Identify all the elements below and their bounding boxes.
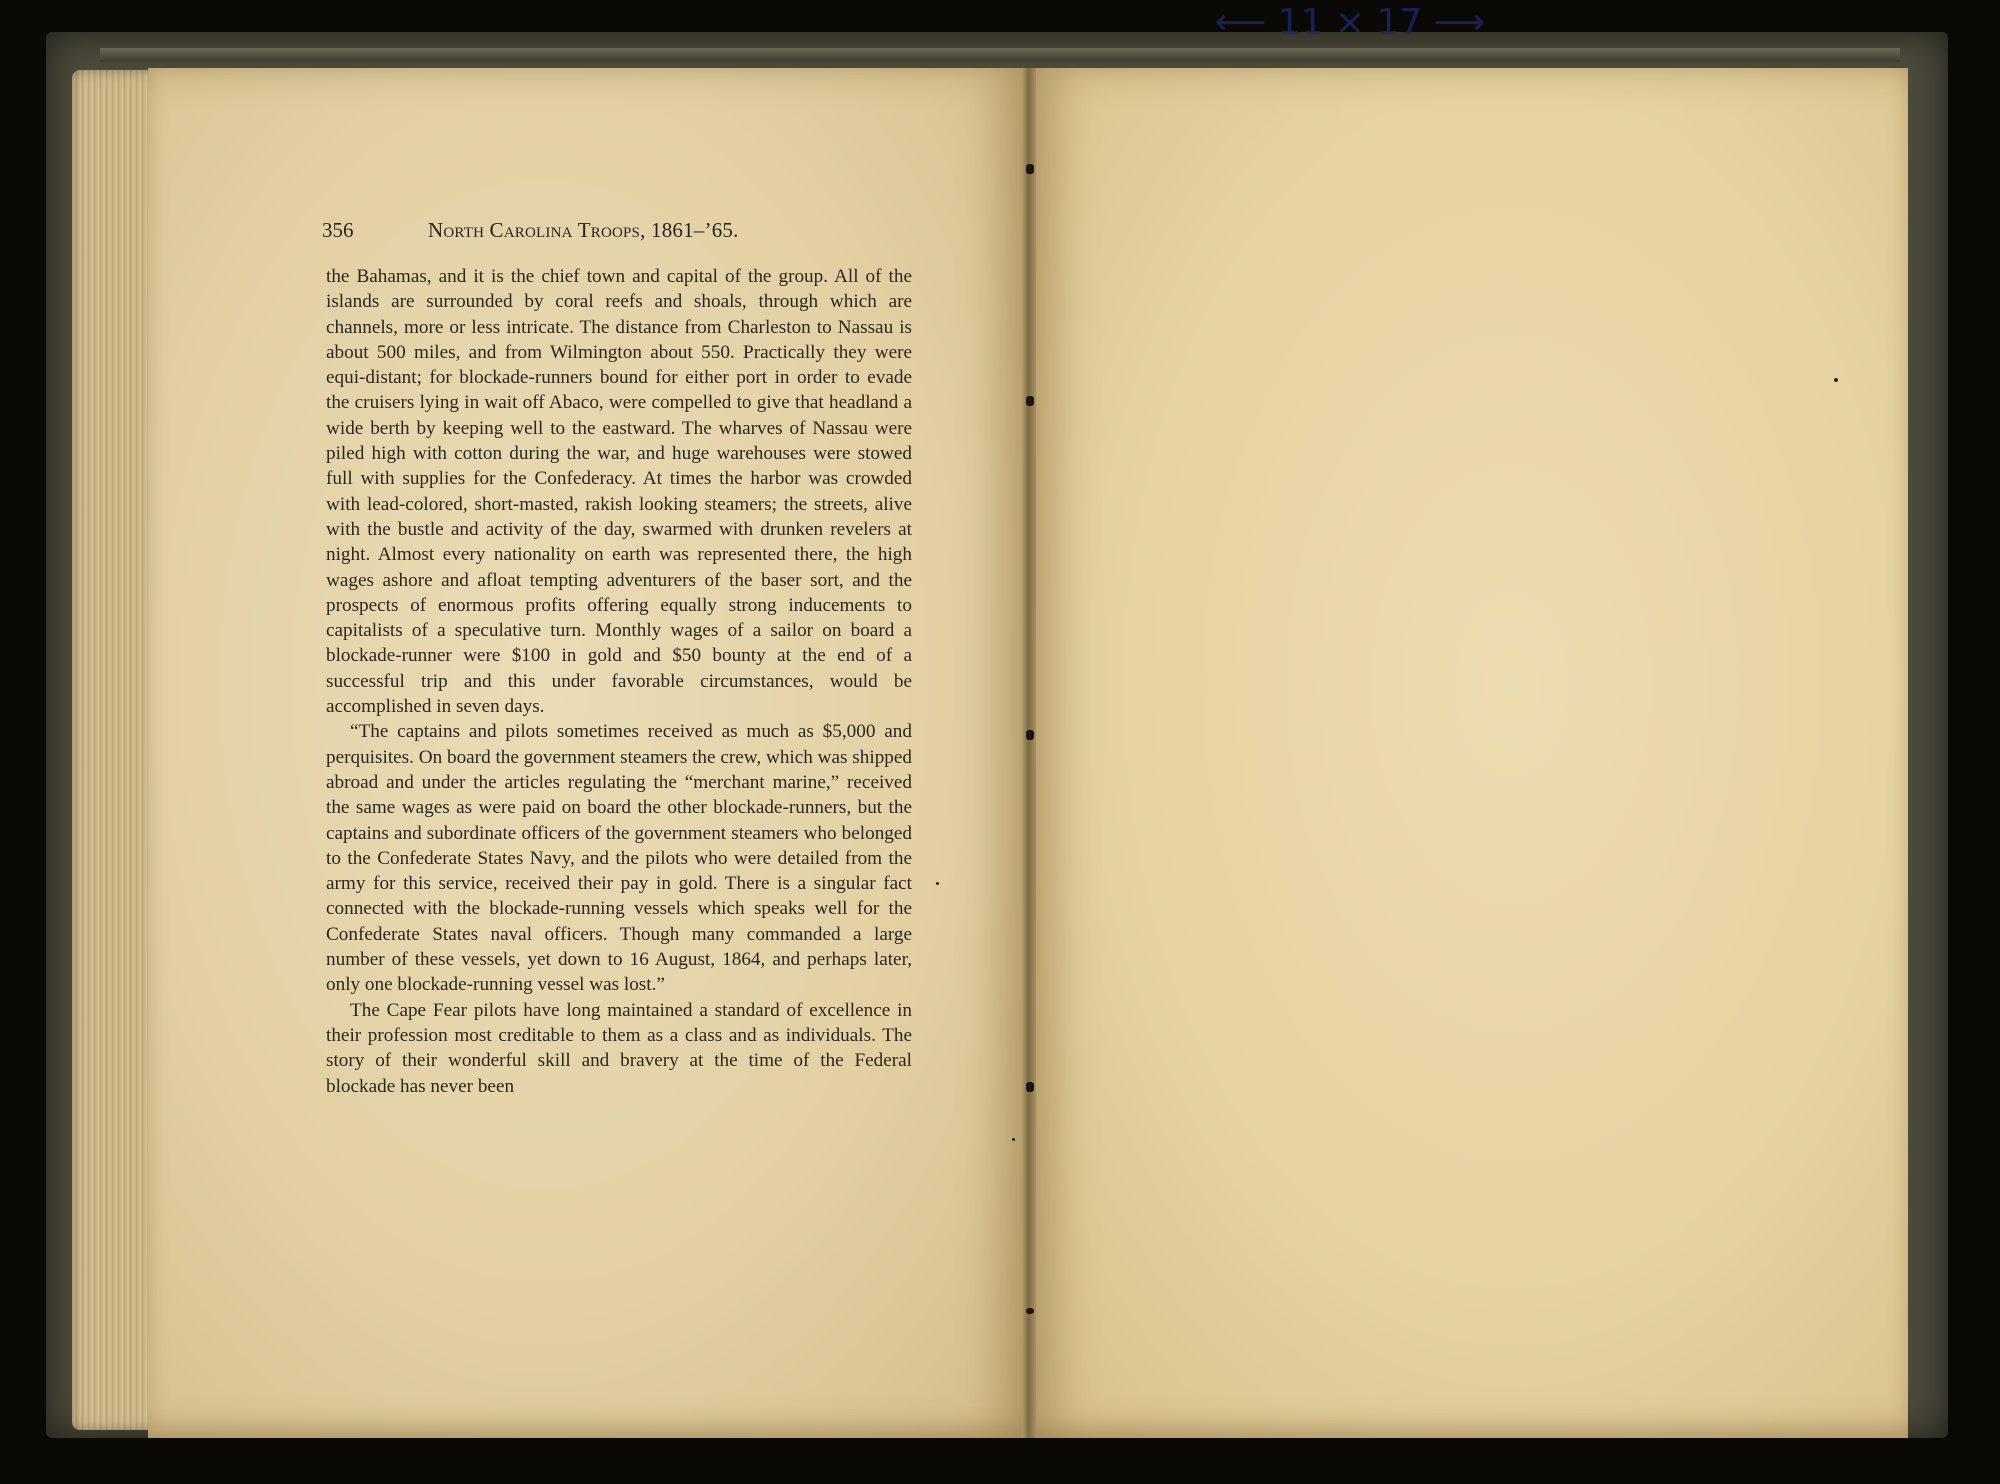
paragraph: the Bahamas, and it is the chief town and capital of the group. All of the islands are surrounded by coral reefs and shoals, through which are channels, more or less intricate. The distance from Charleston to Nassau is about 500 miles, and from Wilmington about 550. Practically they were equi-distant; for blockade-runners bound for either port in order to evade the cruisers lying in wait off Abaco, were compelled to give that headland a wide berth by keeping well to the eastward. The wharves of Nassau were piled high with cotton during the war, and huge warehouses were stowed full with supplies for the Confederacy. At times the harbor was crowded with lead-colored, short-masted, rakish looking steamers; the streets, alive with the bustle and activity of the day, swarmed with drunken revelers at night. Almost every nationality on earth was represented there, the high wages ashore and afloat tempting adventurers of the baser sort, and the prospects of enormous profits offering equally strong inducements to capitalists of a speculative turn. Monthly wages of a sailor on board a blockade-runner were $100 in gold and $50 bounty at the end of a successful trip and this under favorable circumstances, would be accomplished in seven days. bbox=[326, 266, 912, 718]
page-body-text bbox=[326, 264, 912, 1099]
running-head-title: North Carolina Troops, 1861–’65. bbox=[428, 218, 739, 242]
binding-thread-mark bbox=[1026, 164, 1034, 174]
right-page-blank bbox=[1028, 68, 1908, 1438]
scan-ruler-label: ⟵ 11 × 17 ⟶ bbox=[1214, 2, 1486, 43]
paragraph: The Cape Fear pilots have long maintained a standard of excellence in their profession most creditable to them as a class and as individuals. The story of their wonderful skill and bravery at the time of the Federal blockade has never been bbox=[326, 999, 912, 1097]
binding-thread-mark bbox=[1026, 1082, 1034, 1092]
page-number: 356 bbox=[322, 218, 354, 242]
binding-thread-mark bbox=[1026, 396, 1034, 406]
paper-speck bbox=[1012, 1138, 1015, 1141]
book-gutter bbox=[1022, 68, 1036, 1438]
binding-thread-mark bbox=[1026, 1308, 1034, 1314]
paper-speck bbox=[1834, 378, 1838, 382]
paper-speck bbox=[936, 882, 939, 885]
binding-thread-mark bbox=[1026, 730, 1034, 740]
running-head bbox=[322, 218, 922, 248]
paragraph: “The captains and pilots sometimes received as much as $5,000 and perquisites. On board the government steamers the crew, which was shipped abroad and under the articles regulating the “merchant marine,” received the same wages as were paid on board the other blockade-runners, but the captains and subordinate officers of the government steamers who belonged to the Confederate States Navy, and the pilots who were detailed from the army for this service, received their pay in gold. There is a singular fact connected with the blockade-running vessels which speaks well for the Confederate States naval officers. Though many commanded a large number of these vessels, yet down to 16 August, 1864, and perhaps later, only one blockade-running vessel was lost.” bbox=[326, 721, 912, 996]
cover-edge bbox=[100, 48, 1900, 62]
